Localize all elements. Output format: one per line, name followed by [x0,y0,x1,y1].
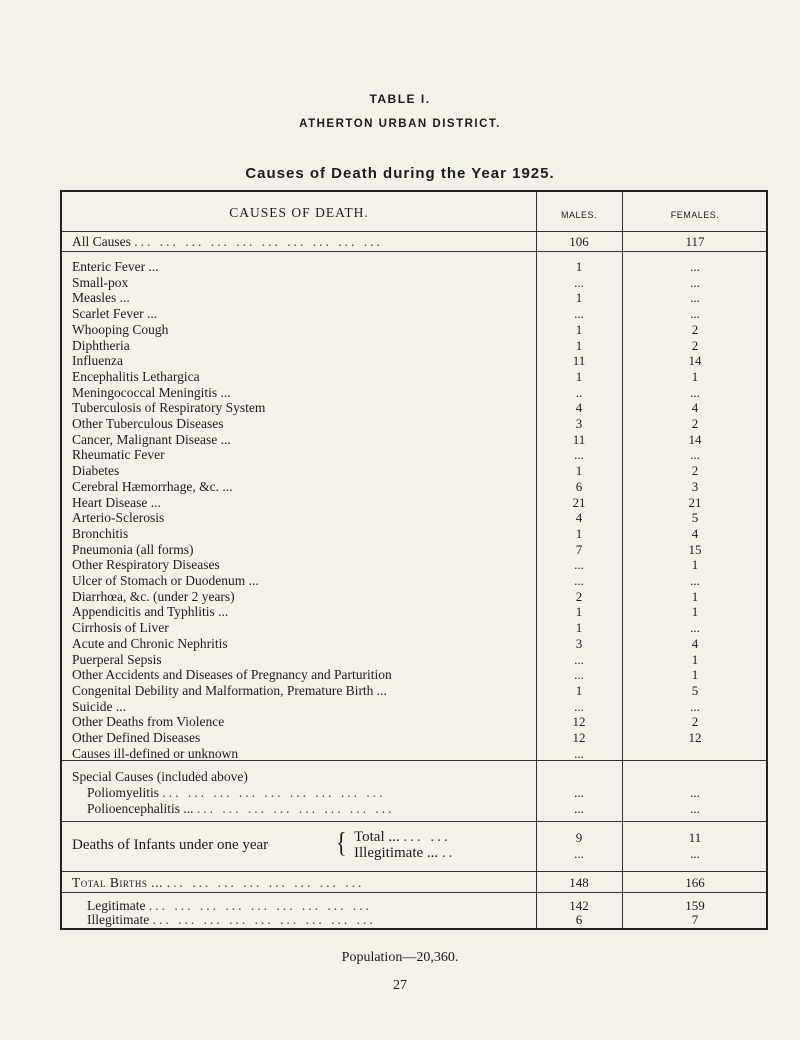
brace-symbol: { [336,826,347,859]
cause-label: Encephalitis Lethargica [72,368,200,384]
cause-label: Measles ... [72,290,130,306]
cause-males: ... [574,651,584,667]
row-divider [62,871,766,872]
cause-females: 4 [691,525,699,541]
row-divider [62,821,766,822]
cause-males: 7 [575,541,583,557]
cause-females: 1 [691,588,699,604]
cause-label: Cancer, Malignant Disease ... [72,431,231,447]
cause-males: 3 [575,635,583,651]
cause-label: Heart Disease ... [72,494,161,510]
cause-males: 6 [575,478,583,494]
all-causes-females: 117 [685,234,705,249]
cause-label: Ulcer of Stomach or Duodenum ... [72,573,259,588]
cause-females: 1 [691,667,699,683]
cause-females: 4 [691,635,699,651]
cause-label: Scarlet Fever ... [72,306,158,322]
cause-females: 5 [691,682,699,698]
cause-label: Other Respiratory Diseases [72,557,220,573]
legitimate-label: Legitimate ... ... ... ... ... ... ... ... ... [87,898,372,913]
cause-females: 1 [691,368,699,384]
infant-illegitimate-label: Illegitimate ... .. [354,845,456,861]
cause-label: Other Tuberculous Diseases [72,416,224,431]
total-births-males: 148 [569,875,589,890]
page-number: 27 [393,978,407,993]
cause-label: Tuberculosis of Respiratory System [72,400,266,416]
infant-total-females: 11 [688,830,702,845]
cause-females: ... [690,274,700,290]
page-title: Causes of Death during the Year 1925. [245,165,555,182]
cause-females: 21 [688,494,702,510]
cause-label: Cerebral Hæmorrhage, &c. ... [72,478,233,494]
cause-label: Diarrhœa, &c. (under 2 years) [72,588,235,604]
cause-label: Rheumatic Fever [72,447,165,463]
cause-females: 2 [691,321,699,337]
cause-females: 3 [691,478,699,494]
cause-label: Influenza [72,353,123,369]
cause-females: 14 [688,353,702,369]
cause-males: 1 [575,682,583,698]
special-cause-females: ... [690,785,700,800]
cause-label: Small-pox [72,274,129,290]
cause-males: ... [574,698,584,714]
column-header-females: FEMALES. [670,210,720,220]
special-cause-label: Poliomyelitis ... ... ... ... ... ... ... ... ... [87,785,386,800]
cause-females: 5 [691,510,699,526]
cause-males: 1 [575,604,583,620]
row-divider [62,231,766,232]
cause-females: 1 [691,651,699,667]
total-births-females: 166 [685,875,705,890]
cause-males: 1 [575,620,583,636]
column-header-males: MALES. [560,210,597,220]
special-cause-label: Polioencephalitis ... ... ... ... ... ... ... ... ... [87,801,395,816]
illegitimate-males: 6 [575,912,583,927]
cause-females: ... [690,290,700,306]
cause-label: Other Defined Diseases [72,730,201,745]
all-causes-label: All Causes ... ... ... ... ... ... ... ... ... ... [72,234,383,249]
cause-females: ... [690,573,700,588]
cause-females: 2 [691,463,699,479]
cause-label: Bronchitis [72,525,129,541]
cause-males: 1 [575,463,583,479]
cause-label: Diabetes [72,463,120,479]
cause-males: 1 [575,321,583,337]
cause-males: 1 [575,525,583,541]
cause-label: Pneumonia (all forms) [72,541,194,557]
cause-males: ... [574,447,584,463]
cause-label: Suicide ... [72,698,126,714]
cause-females: ... [690,447,700,463]
row-divider [62,251,766,252]
cause-males: 11 [572,431,586,447]
legitimate-females: 159 [685,898,705,913]
infant-deaths-label: Deaths of Infants under one year [72,837,269,853]
cause-males: 1 [575,337,583,353]
cause-females: 4 [691,400,699,416]
cause-label: Other Accidents and Diseases of Pregnancy and Parturition [72,667,392,683]
infant-total-label: Total ... ... ... [354,829,451,845]
special-cause-males: ... [574,801,584,816]
cause-males: 1 [575,259,583,274]
row-divider [62,892,766,893]
cause-label: Puerperal Sepsis [72,651,162,667]
cause-label: Congenital Debility and Malformation, Premature Birth ... [72,682,387,698]
population-note: Population—20,360. [341,950,459,965]
infant-illegitimate-females: ... [690,846,700,861]
table-label: TABLE I. [369,92,431,106]
cause-label: Cirrhosis of Liver [72,620,169,636]
cause-males: 3 [575,416,583,431]
cause-males: 12 [572,714,586,730]
cause-males: 11 [572,353,586,369]
cause-males: .. [575,384,583,400]
cause-label: Acute and Chronic Nephritis [72,635,228,651]
cause-males: 2 [575,588,583,604]
cause-females: 15 [688,541,702,557]
cause-males: 21 [572,494,586,510]
cause-females: 1 [691,557,699,573]
cause-males: 1 [575,368,583,384]
illegitimate-females: 7 [691,912,699,927]
district-heading: ATHERTON URBAN DISTRICT. [299,118,501,130]
special-causes-heading: Special Causes (included above) [72,769,248,784]
special-cause-males: ... [574,785,584,800]
cause-females: 2 [691,714,699,730]
column-header-cause: CAUSES OF DEATH. [229,205,369,220]
cause-females: ... [690,306,700,322]
infant-total-males: 9 [575,830,583,845]
cause-females: ... [690,384,700,400]
cause-males: 4 [575,510,583,526]
cause-label: Arterio-Sclerosis [72,510,165,526]
cause-males: 12 [572,730,586,745]
cause-males: 1 [575,290,583,306]
cause-females: ... [690,259,700,274]
cause-males: ... [574,745,584,761]
cause-label: Enteric Fever ... [72,259,159,274]
legitimate-males: 142 [569,898,589,913]
cause-label: Meningococcal Meningitis ... [72,384,231,400]
cause-label: Causes ill-defined or unknown [72,745,239,761]
cause-females: 12 [688,730,702,745]
cause-label: Diphtheria [72,337,130,353]
all-causes-males: 106 [569,234,589,249]
cause-males: ... [574,573,584,588]
cause-males: ... [574,557,584,573]
cause-females: ... [690,698,700,714]
infant-illegitimate-males: ... [574,846,584,861]
cause-females: ... [690,620,700,636]
cause-label: Appendicitis and Typhlitis ... [72,604,229,620]
cause-label: Whooping Cough [72,321,169,337]
cause-females: 1 [691,604,699,620]
cause-females: 14 [688,431,702,447]
cause-label: Other Deaths from Violence [72,714,225,730]
causes-table [60,190,768,930]
illegitimate-label: Illegitimate ... ... ... ... ... ... ... ... ... [87,912,376,927]
cause-males: ... [574,306,584,322]
cause-females: 2 [691,416,699,431]
cause-males: ... [574,274,584,290]
special-cause-females: ... [690,801,700,816]
cause-males: 4 [575,400,583,416]
cause-males: ... [574,667,584,683]
cause-females: 2 [691,337,699,353]
total-births-label: Total Births ... ... ... ... ... ... ... ... ... [72,875,365,890]
